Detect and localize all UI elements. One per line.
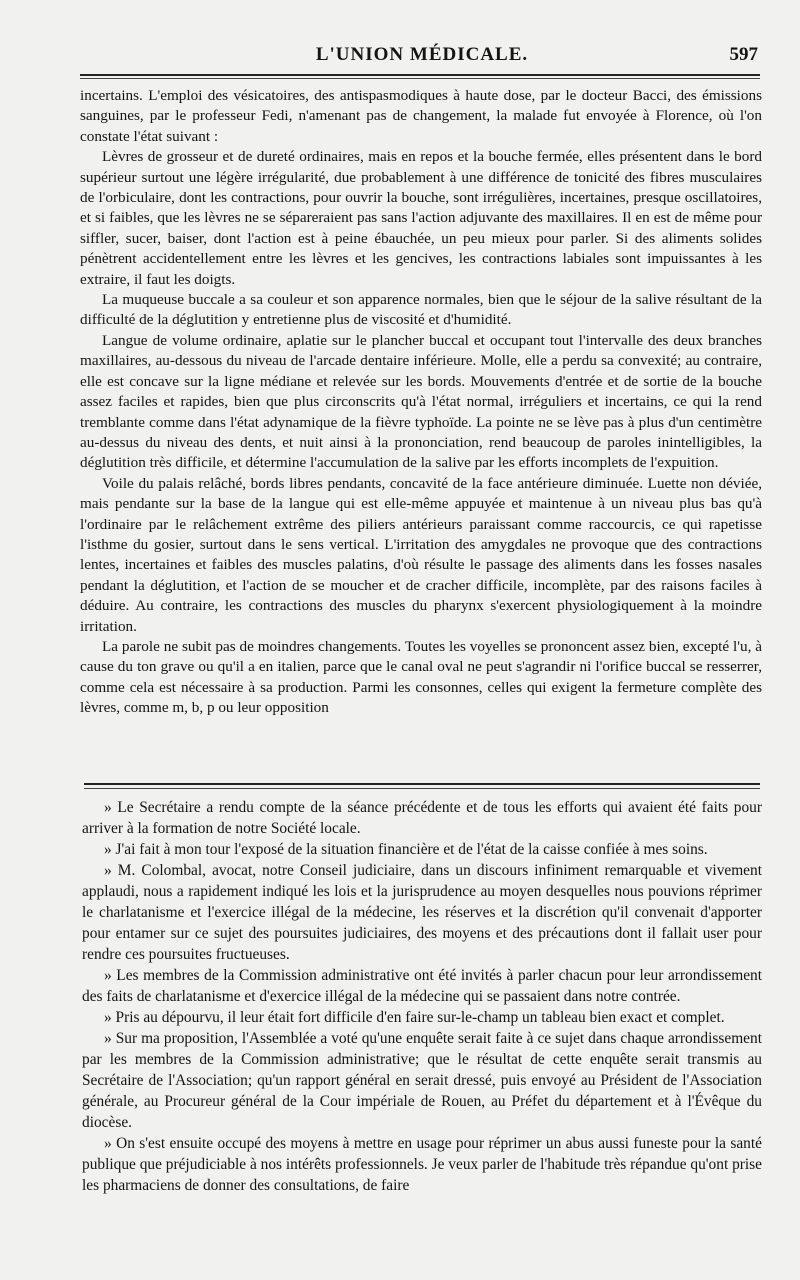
section-separator [84,783,760,785]
header-rule [80,74,760,76]
header-rule-thin [80,78,760,79]
paragraph: » M. Colombal, avocat, notre Conseil judiciaire, dans un discours infiniment remarquable et vivement applaudi, nous a rapidement indiqué les lois et la jurisprudence au moyen desquelles nous pouvions réprimer le charlatanisme et l'exercice illégal de la médecine, les réserves et la discrétion qu'il convenait d'apporter pour entamer sur ce sujet des poursuites judiciaires, des moyens et des précautions dont il fallait user pour rendre ces poursuites fructueuses. [82,862,762,963]
paragraph: La muqueuse buccale a sa couleur et son apparence normales, bien que le séjour de la salive résultant de la difficulté de la déglutition y entretienne plus de viscosité et d'humidité. [80,291,762,329]
paragraph: Voile du palais relâché, bords libres pendants, concavité de la face antérieure diminuée. Luette non déviée, mais pendante sur la base de la langue qui est elle-même appuyée et maintenue à un niveau plus bas qu'à l'ordinaire par le relâchement extrême des piliers antérieurs paraissant comme raccourcis, ce qui rapetisse l'isthme du gosier, surtout dans le sens vertical. L'irritation des amygdales ne provoque que des contractions lentes, incertaines et faibles des muscles palatins, d'où résulte le passage des aliments dans les fosses nasales pendant la déglutition, et l'action de se moucher et de cracher difficile, incomplète, par des raisons faciles à déduire. Au contraire, les contractions des muscles du pharynx s'exercent physiologiquement à la moindre irritation. [80,474,762,635]
paragraph: » On s'est ensuite occupé des moyens à mettre en usage pour réprimer un abus aussi funeste pour la santé publique que préjudiciable à nos intérêts professionnels. Je veux parler de l'habitude très répandue qu'ont prise les pharmaciens de donner des consultations, de faire [82,1135,762,1194]
paragraph: incertains. L'emploi des vésicatoires, des antispasmodiques à haute dose, par le docteur Bacci, des émissions sanguines, par le professeur Fedi, n'amenant pas de changement, la malade fut envoyée à Florence, où l'on constate l'état suivant : [80,87,762,145]
page-header [80,44,764,70]
paragraph: Langue de volume ordinaire, aplatie sur le plancher buccal et occupant tout l'intervalle des deux branches maxillaires, au-dessous du niveau de l'arcade dentaire inférieure. Molle, elle a perdu sa convexité; au contraire, elle est concave sur la ligne médiane et relevée sur les bords. Mouvements d'entrée et de sortie de la bouche assez faciles et rapides, bien que plus circonscrits qu'à l'état normal, irréguliers et incertains, ce qui la rend tremblante comme dans l'état adynamique de la fièvre typhoïde. La pointe ne se lève pas à plus d'un centimètre au-dessus du niveau des dents, et nuit ainsi à la prononciation, rend beaucoup de paroles inintelligibles, la déglutition très difficile, et détermine l'accumulation de la salive par les efforts incomplets de l'expuition. [80,331,762,472]
paragraph: La parole ne subit pas de moindres changements. Toutes les voyelles se prononcent assez bien, excepté l'u, à cause du ton grave ou qu'il a en italien, parce que le canal oval ne peut s'agrandir ni l'orifice buccal se resserrer, comme cela est nécessaire à sa production. Parmi les consonnes, celles qui exigent la fermeture complète des lèvres, comme m, b, p ou leur opposition [80,637,762,717]
page-number: 597 [729,44,758,65]
feuilleton-text [82,797,762,1196]
paragraph: » Pris au dépourvu, il leur était fort difficile d'en faire sur-le-champ un tableau bien exact et complet. [104,1009,725,1026]
main-article [80,86,762,719]
paragraph: » Sur ma proposition, l'Assemblée a voté qu'une enquête serait faite à ce sujet dans chaque arrondissement par les membres de la Commission administrative; que le résultat de cette enquête serait transmis au Secrétaire de l'Association; qu'un rapport général en serait dressé, puis envoyé au Président de l'Association générale, au Procureur général de la Cour impériale de Rouen, au Préfet du département et à l'Évêque du diocèse. [82,1030,762,1131]
section-separator-thin [84,788,760,789]
running-title: L'UNION MÉDICALE. [315,44,529,65]
paragraph: » J'ai fait à mon tour l'exposé de la situation financière et de l'état de la caisse confiée à mes soins. [104,841,708,858]
paragraph: » Le Secrétaire a rendu compte de la séance précédente et de tous les efforts qui avaient été faits pour arriver à la formation de notre Société locale. [82,799,762,837]
paragraph: Lèvres de grosseur et de dureté ordinaires, mais en repos et la bouche fermée, elles présentent dans le bord supérieur surtout une légère irrégularité, due probablement à une différence de tonicité des fibres musculaires de l'orbiculaire, dont les contractions, pour ouvrir la bouche, sont irrégulières, incertaines, presque oscillatoires, et si faibles, que les lèvres ne se sépareraient pas sans l'action adjuvante des maxillaires. Il en est de même pour siffler, sucer, baiser, dont l'action est à peine ébauchée, un peu mieux pour parler. Si des aliments solides pénètrent accidentellement entre les lèvres et les gencives, les contractions labiales sont impuissantes à les extraire, il faut les doigts. [80,148,762,288]
paragraph: » Les membres de la Commission administrative ont été invités à parler chacun pour leur arrondissement des faits de charlatanisme et d'exercice illégal de la médecine qui se passaient dans notre contrée. [82,967,762,1005]
